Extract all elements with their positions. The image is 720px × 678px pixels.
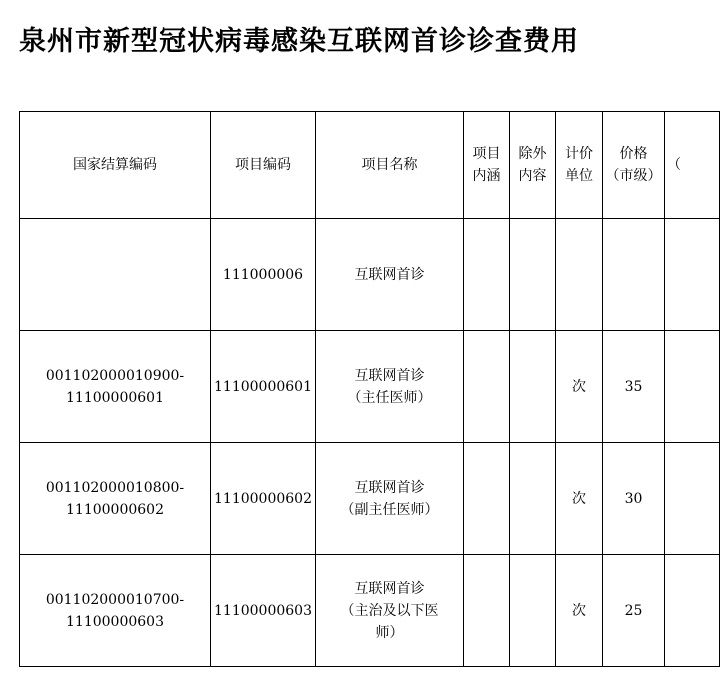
page-title: 泉州市新型冠状病毒感染互联网首诊诊查费用 — [19, 26, 579, 57]
table-row — [20, 331, 720, 443]
settlement-code-cell — [20, 555, 211, 667]
item-code-cell: 11100000601 — [211, 331, 316, 443]
settlement-code-line1: 001102000010800- — [45, 479, 185, 496]
item-content-cell — [464, 219, 510, 331]
settlement-code-line1: 001102000010700- — [45, 591, 185, 608]
unit-cell: 次 — [556, 555, 603, 667]
table-row — [20, 443, 720, 555]
item-name-line3: 师） — [375, 624, 404, 641]
price-cell: 25 — [603, 555, 665, 667]
header-item-content — [464, 112, 510, 219]
unit-cell: 次 — [556, 331, 603, 443]
item-code-cell: 11100000603 — [211, 555, 316, 667]
table-row — [20, 219, 720, 331]
item-code-cell: 11100000602 — [211, 443, 316, 555]
header-unit-line2: 单位 — [565, 168, 593, 184]
settlement-code-line2: 11100000602 — [66, 501, 164, 518]
item-name-cell — [316, 443, 464, 555]
item-name-line1: 互联网首诊 — [354, 479, 425, 496]
header-exclusions — [510, 112, 556, 219]
settlement-code-line1: 001102000010900- — [45, 367, 185, 384]
item-name-cell — [316, 331, 464, 443]
item-name-line2: （副主任医师） — [340, 501, 439, 518]
settlement-code-line2: 11100000601 — [66, 389, 164, 406]
exclusions-cell — [510, 219, 556, 331]
price-cell — [603, 219, 665, 331]
item-name-line1: 互联网首诊 — [354, 266, 425, 283]
extra-cell — [665, 331, 720, 443]
item-content-cell — [464, 555, 510, 667]
item-name-line2: （主治及以下医 — [340, 602, 439, 619]
item-code-cell: 111000006 — [211, 219, 316, 331]
header-price-line2: （市级） — [605, 168, 662, 184]
header-item-code: 项目编码 — [211, 112, 316, 219]
item-name-line2: （主任医师） — [347, 389, 432, 406]
header-exclusions-line1: 除外 — [518, 146, 547, 162]
header-unit-line1: 计价 — [565, 146, 593, 162]
header-item-name: 项目名称 — [316, 112, 464, 219]
item-name-cell — [316, 219, 464, 331]
header-price — [603, 112, 665, 219]
price-cell: 30 — [603, 443, 665, 555]
table-header-row — [20, 112, 720, 219]
header-unit — [556, 112, 603, 219]
item-content-cell — [464, 443, 510, 555]
settlement-code-line2: 11100000603 — [66, 613, 164, 630]
header-settlement-code: 国家结算编码 — [20, 112, 211, 219]
extra-cell — [665, 219, 720, 331]
extra-cell — [665, 555, 720, 667]
item-content-cell — [464, 331, 510, 443]
header-extra: （ — [665, 112, 720, 219]
header-item-content-line2: 内涵 — [472, 168, 501, 184]
item-name-line1: 互联网首诊 — [354, 580, 425, 597]
exclusions-cell — [510, 443, 556, 555]
table-row — [20, 555, 720, 667]
header-item-content-line1: 项目 — [472, 146, 501, 162]
exclusions-cell — [510, 331, 556, 443]
exclusions-cell — [510, 555, 556, 667]
settlement-code-cell — [20, 219, 211, 331]
header-exclusions-line2: 内容 — [518, 168, 547, 184]
unit-cell — [556, 219, 603, 331]
item-name-line1: 互联网首诊 — [354, 367, 425, 384]
fee-table — [19, 111, 720, 667]
item-name-cell — [316, 555, 464, 667]
header-price-line1: 价格 — [619, 146, 648, 162]
unit-cell: 次 — [556, 443, 603, 555]
price-cell: 35 — [603, 331, 665, 443]
settlement-code-cell — [20, 331, 211, 443]
settlement-code-cell — [20, 443, 211, 555]
extra-cell — [665, 443, 720, 555]
